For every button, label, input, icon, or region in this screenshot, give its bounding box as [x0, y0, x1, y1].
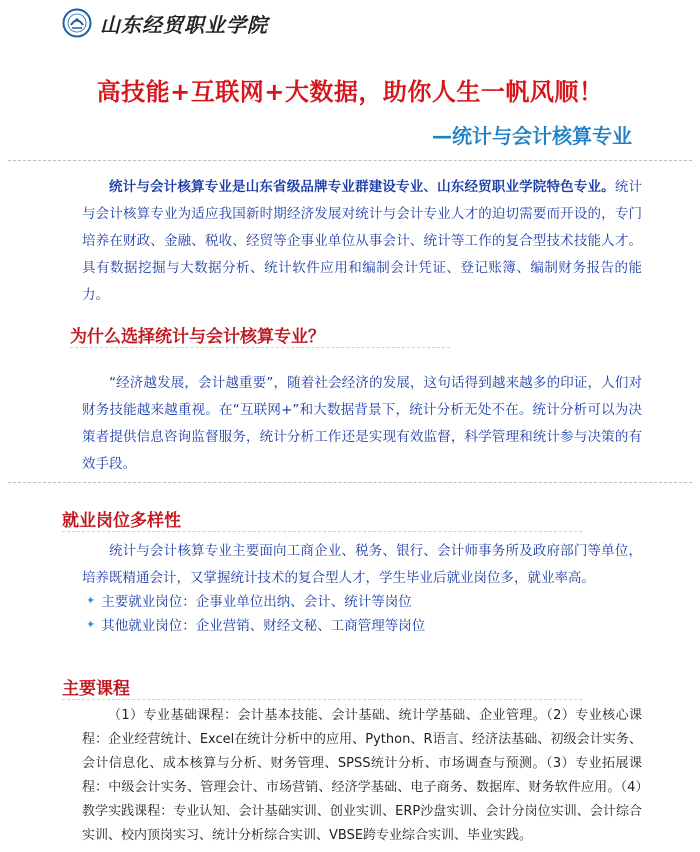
why-heading-underline: [70, 347, 450, 348]
why-heading: 为什么选择统计与会计核算专业？: [70, 327, 325, 347]
jobs-paragraph: 统计与会计核算专业主要面向工商企业、税务、银行、会计师事务所及政府部门等单位，培养既精通会计，又掌握统计技术的复合型人才，学生毕业后就业岗位多，就业率高。: [82, 543, 642, 586]
jobs-bullet: [86, 590, 412, 610]
jobs-heading-underline: [62, 531, 582, 532]
major-subtitle: —统计与会计核算专业: [432, 124, 632, 148]
courses-heading: 主要课程: [62, 679, 130, 699]
divider: [8, 160, 692, 161]
headline: 高技能+互联网+大数据，助你人生一帆风顺！: [96, 78, 604, 106]
intro-body: 统计与会计核算专业为适应我国新时期经济发展对统计与会计专业人才的迫切需要而开设的，专门培养在财政、金融、税收、经贸等企事业单位从事会计、统计等工作的复合型技术技能人才。具有数据挖掘与大数据分析、统计软件应用和编制会计凭证、登记账簿、编制财务报告的能力。: [82, 179, 642, 303]
jobs-bullet-text: 其他就业岗位：企业营销、财经文秘、工商管理等岗位: [101, 618, 426, 634]
school-emblem-icon: [62, 8, 92, 38]
jobs-heading: 就业岗位多样性: [62, 511, 181, 531]
why-paragraph: “经济越发展，会计越重要”，随着社会经济的发展，这句话得到越来越多的印证，人们对财务技能越来越重视。在“互联网+”和大数据背景下，统计分析无处不在。统计分析可以为决策者提供信息咨询监督服务，统计分析工作还是实现有效监督，科学管理和统计参与决策的有效手段。: [82, 375, 642, 472]
school-name: 山东经贸职业学院: [100, 12, 268, 37]
jobs-bullet-text: 主要就业岗位：企事业单位出纳、会计、统计等岗位: [101, 594, 412, 610]
intro-paragraph: [82, 174, 642, 309]
star-icon: ✦: [86, 617, 96, 631]
courses-paragraph: （1）专业基础课程：会计基本技能、会计基础、统计学基础、企业管理。（2）专业核心课程：企业经营统计、Excel在统计分析中的应用、Python、R语言、经济法基础、初级会计实务、会计信息化、成本核算与分析、财务管理、SPSS统计分析、市场调查与预测。（3）专业拓展课程：中级会计实务、管理会计、市场营销、经济学基础、电子商务、数据库、财务软件应用。（4）教学实践课程：专业认知、会计基础实训、创业实训、ERP沙盘实训、会计分岗位实训、会计综合实训、校内顶岗实习、统计分析综合实训、VBSE跨专业综合实训、毕业实践。: [82, 708, 642, 843]
school-logo: [62, 8, 268, 38]
divider: [8, 482, 692, 483]
star-icon: ✦: [86, 593, 96, 607]
jobs-bullet: [86, 614, 425, 634]
intro-lead: 统计与会计核算专业是山东省级品牌专业群建设专业、山东经贸职业学院特色专业。: [109, 179, 615, 195]
courses-heading-underline: [62, 699, 582, 700]
